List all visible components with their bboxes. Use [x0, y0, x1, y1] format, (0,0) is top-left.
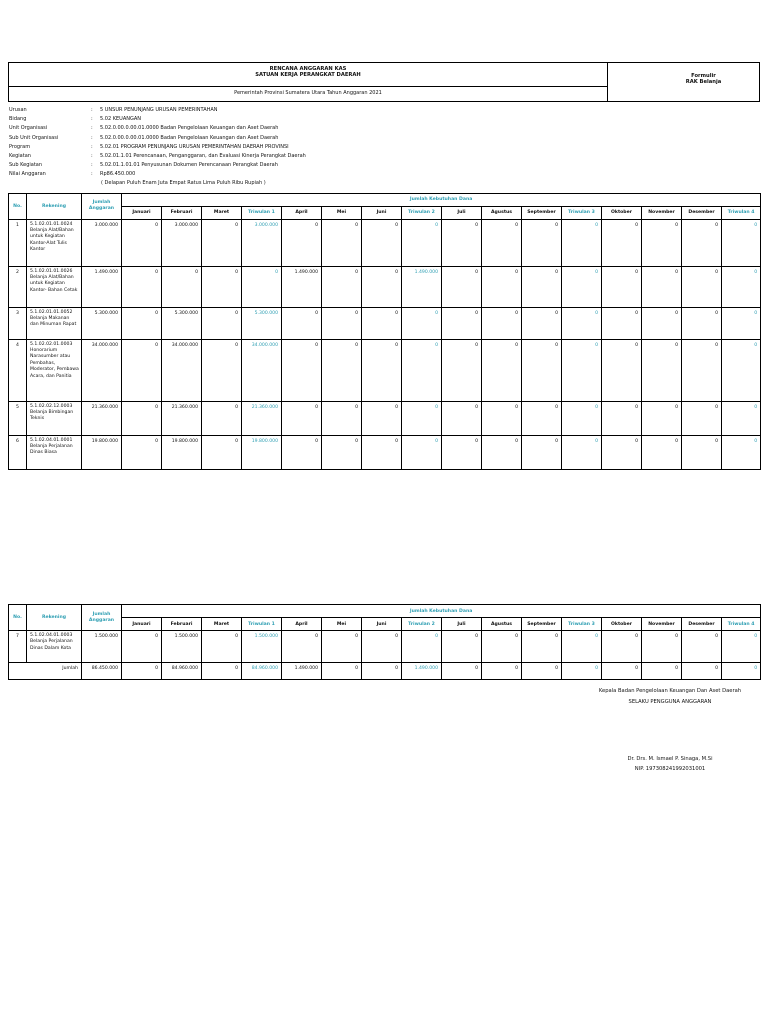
rekening-desc: Honorarium Narasumber atau Pembahas, Moderator, Pembawa Acara, dan Panitia [30, 347, 79, 379]
row-value: 0 [562, 307, 602, 339]
row-value: 0 [162, 266, 202, 307]
row-value: 0 [682, 307, 722, 339]
row-value: 0 [682, 219, 722, 266]
total-value: 84.960.000 [242, 663, 282, 680]
row-value: 0 [122, 219, 162, 266]
info-value: 5 UNSUR PENUNJANG URUSAN PEMERINTAHAN [100, 107, 218, 113]
row-value: 0 [442, 219, 482, 266]
col-month: September [522, 618, 562, 631]
info-colon: : [91, 116, 93, 123]
total-value: 1.490.000 [402, 663, 442, 680]
row-no: 6 [9, 435, 27, 469]
rekening-code: 5.1.02.02.12.0003 [30, 403, 73, 409]
rak-table [8, 193, 761, 470]
table-row [9, 307, 761, 339]
row-value: 0 [122, 339, 162, 401]
row-value: 1.500.000 [242, 631, 282, 663]
row-value: 0 [522, 307, 562, 339]
info-row [8, 143, 760, 152]
total-value: 0 [562, 663, 602, 680]
row-value: 34.000.000 [162, 339, 202, 401]
row-value: 5.300.000 [242, 307, 282, 339]
table-row [9, 631, 761, 663]
info-value: Rp86.450.000 [100, 171, 136, 178]
row-jumlah: 1.490.000 [82, 266, 122, 307]
col-month: Juni [362, 206, 402, 219]
col-month: Februari [162, 206, 202, 219]
row-value: 0 [562, 339, 602, 401]
rekening-desc: Belanja Perjalanan Dinas Biasa [30, 443, 73, 456]
col-month: Triwulan 1 [242, 206, 282, 219]
total-value: 0 [482, 663, 522, 680]
rak-table-continued [8, 604, 761, 680]
info-value: 5.02.01 PROGRAM PENUNJANG URUSAN PEMERINTAHAN DAERAH PROVINSI [100, 143, 289, 150]
info-colon: : [91, 134, 93, 141]
row-rekening [27, 266, 82, 307]
col-group: Jumlah Kebutuhan Dana [122, 605, 761, 618]
row-value: 0 [322, 401, 362, 435]
row-value: 0 [402, 401, 442, 435]
row-value: 0 [482, 307, 522, 339]
total-value: 0 [602, 663, 642, 680]
row-jumlah: 34.000.000 [82, 339, 122, 401]
col-month: Mei [322, 618, 362, 631]
table-row [9, 219, 761, 266]
signature-block [580, 686, 760, 708]
row-rekening [27, 401, 82, 435]
info-label: Sub Unit Organisasi [9, 134, 59, 141]
row-no: 7 [9, 631, 27, 663]
info-row [8, 124, 760, 133]
col-month: Juni [362, 618, 402, 631]
col-month: Maret [202, 206, 242, 219]
row-value: 0 [602, 266, 642, 307]
row-value: 0 [722, 401, 761, 435]
info-terbilang: ( Delapan Puluh Enam Juta Empat Ratus Lima Puluh Ribu Rupiah ) [101, 179, 266, 186]
col-month: Triwulan 2 [402, 206, 442, 219]
col-month: Juli [442, 206, 482, 219]
info-colon: : [91, 162, 93, 169]
col-month: April [282, 618, 322, 631]
col-month: November [642, 206, 682, 219]
col-month: Triwulan 3 [562, 206, 602, 219]
total-jumlah: 86.450.000 [82, 663, 122, 680]
row-value: 0 [322, 219, 362, 266]
info-colon: : [91, 107, 93, 113]
row-value: 0 [122, 631, 162, 663]
row-value: 0 [202, 631, 242, 663]
col-no: No. [9, 193, 27, 219]
row-value: 3.000.000 [162, 219, 202, 266]
total-value: 0 [642, 663, 682, 680]
row-rekening [27, 307, 82, 339]
info-label: Nilai Anggaran [9, 171, 46, 178]
info-value: 5.02.01.1.01 Perencanaan, Penganggaran, dan Evaluasi Kinerja Perangkat Daerah [100, 152, 306, 159]
row-value: 0 [562, 266, 602, 307]
row-value: 19.800.000 [162, 435, 202, 469]
row-value: 0 [282, 401, 322, 435]
col-month: September [522, 206, 562, 219]
rekening-desc: Belanja Makanan dan Minuman Rapat [30, 315, 77, 328]
row-value: 0 [482, 266, 522, 307]
col-month: Triwulan 3 [562, 618, 602, 631]
col-month: Januari [122, 618, 162, 631]
header-left [9, 63, 608, 101]
total-value: 0 [522, 663, 562, 680]
header-titles [9, 63, 607, 87]
row-value: 0 [642, 339, 682, 401]
row-value: 0 [562, 435, 602, 469]
total-value: 1.490.000 [282, 663, 322, 680]
col-group: Jumlah Kebutuhan Dana [122, 193, 761, 206]
row-value: 0 [482, 339, 522, 401]
row-rekening [27, 219, 82, 266]
form-label-box [608, 63, 759, 101]
col-month: Mei [322, 206, 362, 219]
row-value: 0 [482, 219, 522, 266]
info-value: 5.02 KEUANGAN [100, 116, 142, 123]
row-value: 0 [482, 435, 522, 469]
row-value: 0 [602, 219, 642, 266]
total-value: 84.960.000 [162, 663, 202, 680]
info-row [8, 134, 760, 143]
row-value: 0 [442, 266, 482, 307]
row-value: 0 [642, 307, 682, 339]
rekening-code: 5.1.02.01.01.0026 [30, 268, 73, 274]
row-value: 0 [202, 339, 242, 401]
row-value: 19.800.000 [242, 435, 282, 469]
col-month: Triwulan 4 [722, 206, 761, 219]
row-value: 0 [522, 219, 562, 266]
col-no: No. [9, 605, 27, 631]
signature-role: SELAKU PENGGUNA ANGGARAN [628, 699, 712, 705]
total-label: Jumlah [9, 663, 82, 680]
col-month: Februari [162, 618, 202, 631]
row-no: 5 [9, 401, 27, 435]
row-value: 0 [322, 307, 362, 339]
row-value: 0 [282, 339, 322, 401]
col-month: Januari [122, 206, 162, 219]
row-value: 0 [482, 631, 522, 663]
row-value: 0 [122, 307, 162, 339]
row-value: 0 [282, 435, 322, 469]
row-value: 0 [602, 435, 642, 469]
row-value: 0 [402, 307, 442, 339]
row-value: 0 [202, 219, 242, 266]
table-row [9, 435, 761, 469]
row-value: 0 [642, 435, 682, 469]
row-value: 0 [322, 435, 362, 469]
title-rak: RENCANA ANGGARAN KAS [269, 66, 347, 72]
signature-name: Dr. Drs. M. Ismael P. Sinaga, M.Si [627, 756, 713, 762]
rekening-code: 5.1.02.04.01.0001 [30, 437, 73, 443]
row-value: 0 [402, 339, 442, 401]
row-value: 0 [602, 401, 642, 435]
header-subtitle: Pemerintah Provinsi Sumatera Utara Tahun Anggaran 2021 [234, 90, 382, 96]
col-month: November [642, 618, 682, 631]
row-value: 0 [242, 266, 282, 307]
col-month: Triwulan 1 [242, 618, 282, 631]
info-label: Unit Organisasi [9, 125, 48, 132]
col-jumlah: Jumlah Anggaran [82, 193, 122, 219]
row-value: 0 [322, 339, 362, 401]
row-value: 0 [722, 435, 761, 469]
table-row [9, 401, 761, 435]
info-label: Urusan [9, 107, 27, 113]
row-value: 0 [202, 266, 242, 307]
info-value: 5.02.0.00.0.00.01.0000 Badan Pengelolaan Keuangan dan Aset Daerah [100, 134, 279, 141]
row-value: 0 [682, 435, 722, 469]
rekening-code: 5.1.02.01.01.0024 [30, 221, 73, 227]
row-value: 0 [602, 339, 642, 401]
info-label: Kegiatan [9, 152, 31, 159]
col-month: Oktober [602, 206, 642, 219]
signature-nip: NIP. 197308241992031001 [634, 766, 706, 772]
row-rekening [27, 631, 82, 663]
row-value: 0 [322, 631, 362, 663]
col-month: Oktober [602, 618, 642, 631]
col-month: Maret [202, 618, 242, 631]
rekening-code: 5.1.02.02.01.0003 [30, 341, 73, 347]
rekening-desc: Belanja Alat/Bahan untuk Kegiatan Kantor-Alat Tulis Kantor [30, 227, 74, 253]
info-colon: : [91, 143, 93, 150]
row-value: 0 [522, 631, 562, 663]
row-value: 0 [202, 307, 242, 339]
info-label: Sub Kegiatan [9, 162, 43, 169]
row-value: 0 [402, 435, 442, 469]
info-row [8, 170, 760, 179]
row-jumlah: 21.360.000 [82, 401, 122, 435]
row-value: 0 [682, 339, 722, 401]
row-value: 0 [362, 401, 402, 435]
row-value: 0 [362, 339, 402, 401]
total-value: 0 [362, 663, 402, 680]
row-jumlah: 1.500.000 [82, 631, 122, 663]
row-value: 1.500.000 [162, 631, 202, 663]
row-value: 0 [202, 401, 242, 435]
row-rekening [27, 339, 82, 401]
row-rekening [27, 435, 82, 469]
row-value: 0 [442, 339, 482, 401]
col-rekening: Rekening [27, 605, 82, 631]
row-value: 1.490.000 [282, 266, 322, 307]
info-row [8, 106, 760, 115]
table-row [9, 339, 761, 401]
total-value: 0 [722, 663, 761, 680]
row-value: 0 [642, 219, 682, 266]
col-rekening: Rekening [27, 193, 82, 219]
row-value: 0 [122, 266, 162, 307]
rekening-code: 5.1.02.04.01.0003 [30, 633, 73, 638]
form-title: Formulir [691, 73, 716, 79]
form-name: RAK Belanja [685, 79, 722, 86]
rekening-desc: Belanja Bimbingan Teknis [30, 409, 74, 422]
row-value: 0 [722, 266, 761, 307]
row-value: 1.490.000 [402, 266, 442, 307]
info-label: Bidang [9, 116, 27, 123]
col-month: Desember [682, 618, 722, 631]
row-value: 0 [282, 307, 322, 339]
row-value: 0 [362, 631, 402, 663]
info-colon: : [91, 125, 93, 132]
row-value: 0 [602, 307, 642, 339]
col-month: Triwulan 2 [402, 618, 442, 631]
info-row [8, 152, 760, 161]
col-month: Triwulan 4 [722, 618, 761, 631]
info-colon: : [91, 171, 93, 178]
row-value: 0 [642, 631, 682, 663]
total-value: 0 [122, 663, 162, 680]
row-value: 0 [282, 219, 322, 266]
row-value: 0 [722, 631, 761, 663]
row-value: 34.000.000 [242, 339, 282, 401]
total-value: 0 [202, 663, 242, 680]
row-value: 0 [602, 631, 642, 663]
row-value: 0 [442, 435, 482, 469]
row-value: 0 [562, 631, 602, 663]
row-value: 0 [362, 307, 402, 339]
row-value: 0 [642, 266, 682, 307]
row-no: 1 [9, 219, 27, 266]
title-skpd: SATUAN KERJA PERANGKAT DAERAH [255, 72, 361, 79]
row-value: 0 [522, 401, 562, 435]
total-row [9, 663, 761, 680]
row-value: 0 [522, 435, 562, 469]
row-value: 0 [482, 401, 522, 435]
col-month: Agustus [482, 618, 522, 631]
row-value: 0 [122, 435, 162, 469]
row-value: 0 [362, 219, 402, 266]
table-row [9, 266, 761, 307]
row-value: 0 [642, 401, 682, 435]
row-value: 0 [362, 435, 402, 469]
info-row [8, 115, 760, 124]
row-value: 0 [722, 219, 761, 266]
row-value: 3.000.000 [242, 219, 282, 266]
rekening-desc: Belanja Alat/Bahan untuk Kegiatan Kantor- Bahan Cetak [30, 274, 78, 293]
col-month: Agustus [482, 206, 522, 219]
col-jumlah: Jumlah Anggaran [82, 605, 122, 631]
row-value: 0 [202, 435, 242, 469]
total-value: 0 [322, 663, 362, 680]
col-month: April [282, 206, 322, 219]
col-month: Juli [442, 618, 482, 631]
info-block [8, 106, 760, 180]
row-value: 0 [322, 266, 362, 307]
row-jumlah: 19.800.000 [82, 435, 122, 469]
row-value: 0 [362, 266, 402, 307]
row-value: 21.360.000 [242, 401, 282, 435]
row-jumlah: 5.300.000 [82, 307, 122, 339]
col-month: Desember [682, 206, 722, 219]
signature-position: Kepala Badan Pengelolaan Keuangan Dan Aset Daerah [598, 688, 742, 694]
row-no: 4 [9, 339, 27, 401]
signature-name-block [580, 754, 760, 774]
row-value: 0 [682, 631, 722, 663]
row-value: 0 [522, 339, 562, 401]
row-value: 21.360.000 [162, 401, 202, 435]
info-row [8, 161, 760, 170]
row-no: 3 [9, 307, 27, 339]
header-box [8, 62, 760, 102]
info-value: 5.02.0.00.0.00.01.0000 Badan Pengelolaan Keuangan dan Aset Daerah [100, 125, 279, 132]
row-value: 0 [122, 401, 162, 435]
total-value: 0 [442, 663, 482, 680]
row-value: 0 [522, 266, 562, 307]
row-value: 0 [442, 401, 482, 435]
total-value: 0 [682, 663, 722, 680]
row-value: 0 [402, 219, 442, 266]
info-value: 5.02.01.1.01.01 Penyusunan Dokumen Perencanaan Perangkat Daerah [100, 162, 278, 169]
row-value: 0 [722, 339, 761, 401]
info-label: Program [9, 143, 31, 150]
row-value: 5.300.000 [162, 307, 202, 339]
row-jumlah: 3.000.000 [82, 219, 122, 266]
row-value: 0 [682, 401, 722, 435]
row-value: 0 [682, 266, 722, 307]
row-value: 0 [562, 219, 602, 266]
row-value: 0 [722, 307, 761, 339]
rekening-code: 5.1.02.01.01.0052 [30, 309, 73, 315]
row-value: 0 [442, 307, 482, 339]
rekening-desc: Belanja Perjalanan Dinas Dalam Kota [30, 639, 73, 651]
row-value: 0 [282, 631, 322, 663]
row-value: 0 [562, 401, 602, 435]
row-value: 0 [402, 631, 442, 663]
info-colon: : [91, 152, 93, 159]
document-page [8, 62, 760, 470]
row-no: 2 [9, 266, 27, 307]
row-value: 0 [442, 631, 482, 663]
